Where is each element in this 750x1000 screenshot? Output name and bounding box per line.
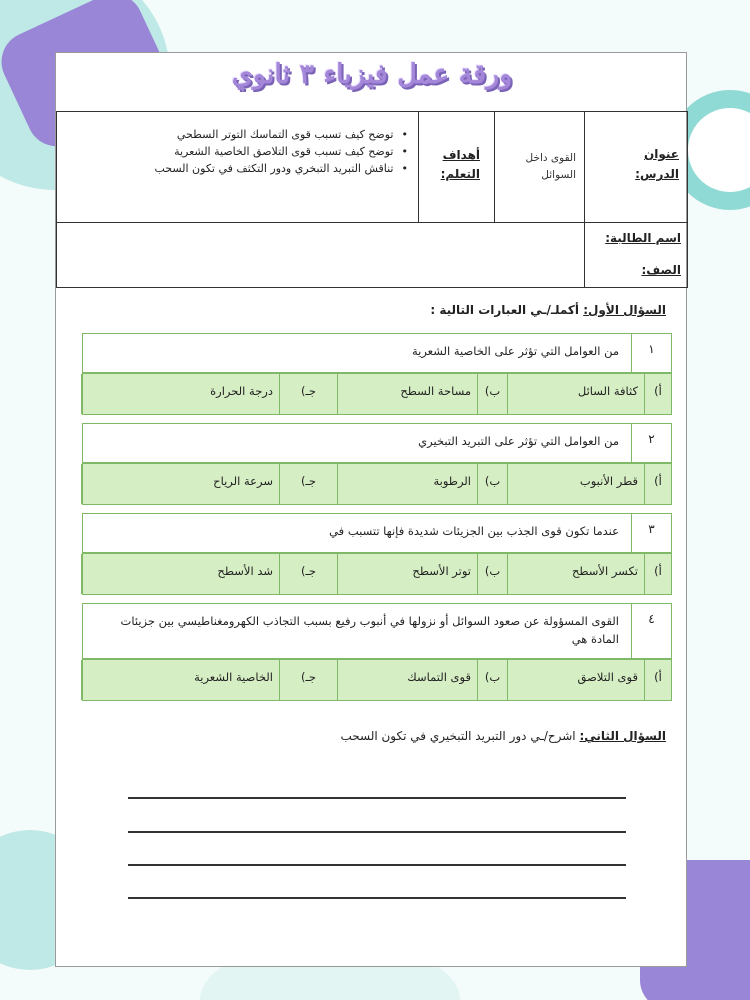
question-text: من العوامل التي تؤثر على التبريد التبخيري [418,434,619,448]
option-b-label: ب) [477,554,507,594]
option-a[interactable]: تكسر الأسطح [507,554,645,594]
answer-row [82,463,672,505]
lesson-label-cell [584,111,688,223]
worksheet [55,52,687,967]
option-c-label: جـ) [279,554,337,594]
question-row [82,603,672,659]
answer-line[interactable] [128,897,626,899]
question-2 [340,729,666,743]
question-2-text: اشرح/ـي دور التبريد التبخيري في تكون السحب [340,729,576,743]
option-a-label: أ) [654,384,662,398]
question-number: ١ [631,334,671,372]
question-number: ٣ [631,514,671,552]
option-c[interactable]: الخاصية الشعرية [81,660,279,700]
option-a[interactable]: كثافة السائل [507,374,645,414]
goals-list [63,126,408,177]
student-name-field[interactable] [56,222,585,288]
question-text: عندما تكون قوى الجذب بين الجزيئات شديدة فإنها تتسبب في [329,524,619,538]
option-b-label: ب) [477,464,507,504]
question-text: من العوامل التي تؤثر على الخاصية الشعرية [411,344,619,358]
answer-line[interactable] [128,864,626,866]
option-b-label: ب) [477,660,507,700]
goals-label: أهداف التعلم: [440,148,480,182]
option-a-label: أ) [654,564,662,578]
option-c-label: جـ) [279,374,337,414]
option-b[interactable]: الرطوبة [337,464,477,504]
option-b[interactable]: قوى التماسك [337,660,477,700]
student-label-cell [584,222,688,288]
question-1-heading [430,303,666,317]
option-c[interactable]: سرعة الرياح [81,464,279,504]
goal-item: • توضح كيف تسبب قوى التماسك التوتر السطحي [63,126,408,143]
class-label: الصف: [641,263,681,277]
answer-line[interactable] [128,797,626,799]
question-number: ٢ [631,424,671,462]
answer-row [82,659,672,701]
answer-row [82,373,672,415]
option-b[interactable]: توتر الأسطح [337,554,477,594]
option-a-label: أ) [654,670,662,684]
option-b-label: ب) [477,374,507,414]
student-label: اسم الطالبة: [605,231,681,245]
answer-line[interactable] [128,831,626,833]
option-c-label: جـ) [279,660,337,700]
answer-row [82,553,672,595]
option-a[interactable]: قطر الأنبوب [507,464,645,504]
question-text: القوى المسؤولة عن صعود السوائل أو نزولها في أنبوب رفيع بسبب التجاذب الكهرومغناطيسي بين جزيئات المادة هي [120,614,619,647]
option-a[interactable]: قوى التلاصق [507,660,645,700]
lesson-label: عنوان الدرس: [635,147,679,182]
goal-item: • توضح كيف تسبب قوى التلاصق الخاصية الشعرية [63,143,408,160]
option-c[interactable]: درجة الحرارة [81,374,279,414]
question-row [82,423,672,463]
worksheet-title: ورقة عمل فيزياء ٣ ثانوي [231,59,513,90]
goals-cell [56,111,419,223]
question-row [82,333,672,373]
question-row [82,513,672,553]
question-number: ٤ [631,604,671,658]
question-1-instruction: أكملـ/ـي العبارات التالية : [430,303,580,317]
option-c[interactable]: شد الأسطح [81,554,279,594]
option-a-label: أ) [654,474,662,488]
option-c-label: جـ) [279,464,337,504]
question-2-label: السؤال الثاني: [579,729,666,743]
option-b[interactable]: مساحة السطح [337,374,477,414]
goal-item: • تناقش التبريد التبخري ودور التكثف في تكون السحب [63,160,408,177]
lesson-value[interactable]: القوى داخل السوائل [525,152,576,181]
goals-label-cell [418,111,495,223]
question-1-label: السؤال الأول: [583,303,666,317]
lesson-value-cell [494,111,585,223]
